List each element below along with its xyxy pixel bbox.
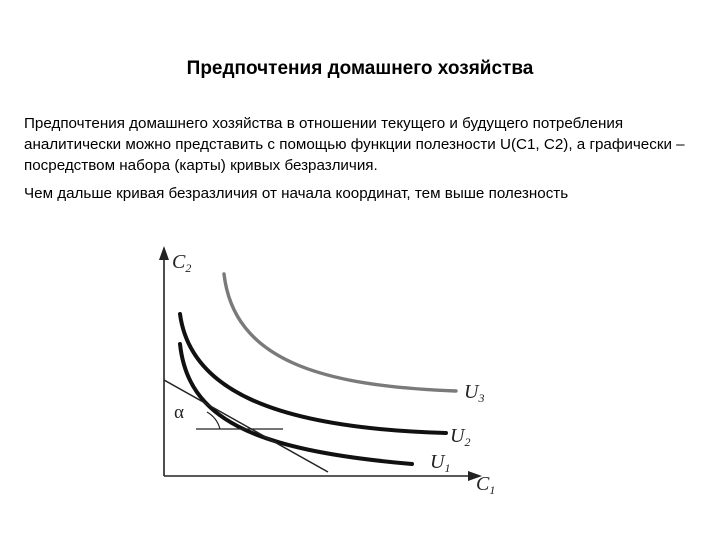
indifference-curves-diagram	[150, 240, 510, 505]
curve-u1-label: $U_1$	[430, 451, 451, 475]
y-axis-label: $C_2$	[172, 251, 192, 275]
slide-title: Предпочтения домашнего хозяйства	[186, 58, 534, 79]
body-text	[24, 113, 704, 211]
x-axis-label: $C_1$	[476, 473, 496, 497]
budget-line	[164, 380, 328, 472]
curve-u3	[224, 274, 456, 391]
paragraph-definition: Предпочтения домашнего хозяйства в отношении текущего и будущего потребления аналитически можно представить с помощью функции полезности U(C1, C2), а графически – посредством набора (карты) кривых безразличия.	[24, 115, 685, 174]
curve-u1	[180, 344, 412, 464]
curve-u2-label: $U_2$	[450, 425, 471, 449]
curve-u3-label: $U_3$	[464, 381, 485, 405]
y-axis-arrow	[159, 246, 169, 260]
angle-alpha-label: α	[174, 402, 184, 423]
paragraph-utility-rule: Чем дальше кривая безразличия от начала координат, тем выше полезность	[24, 185, 569, 202]
